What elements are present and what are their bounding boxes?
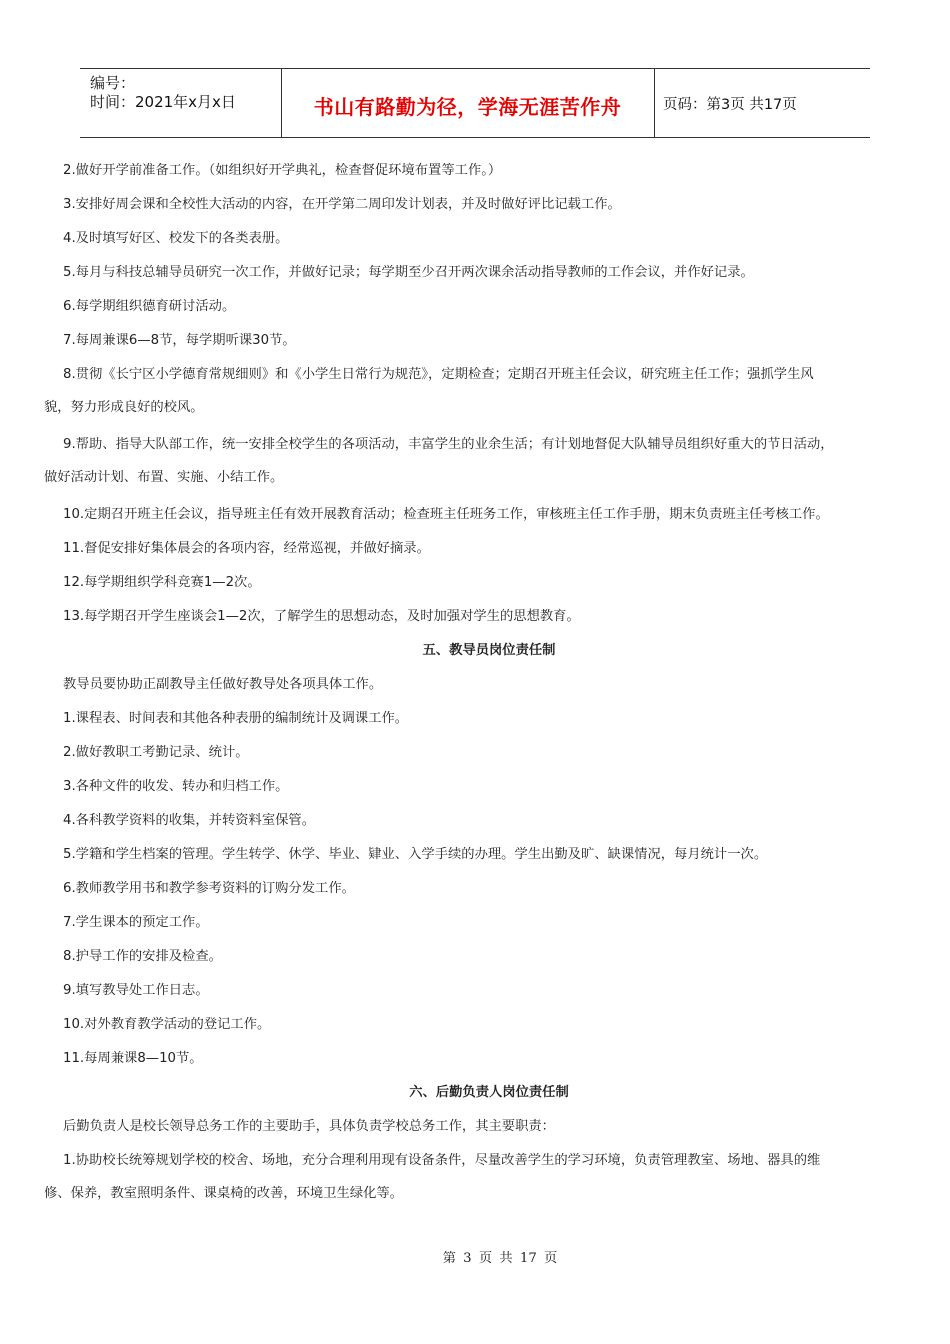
paragraph: 3.安排好周会课和全校性大活动的内容，在开学第二周印发计划表，并及时做好评比记载工作。 — [63, 197, 621, 212]
document-body — [44, 158, 894, 1218]
paragraph-continuation: 貌，努力形成良好的校风。 — [44, 400, 204, 415]
paragraph: 10.定期召开班主任会议，指导班主任有效开展教育活动；检查班主任班务工作，审核班主任工作手册，期末负责班主任考核工作。 — [63, 507, 829, 522]
paragraph: 2.做好开学前准备工作。（如组织好开学典礼，检查督促环境布置等工作。） — [63, 163, 502, 178]
section-title: 六、后勤负责人岗位责任制 — [409, 1085, 569, 1100]
page-info: 页码：第3页 共17页 — [663, 97, 797, 113]
page-footer: 第 3 页 共 17 页 — [442, 1251, 558, 1266]
paragraph: 5.每月与科技总辅导员研究一次工作，并做好记录；每学期至少召开两次课余活动指导教师的工作会议，并作好记录。 — [63, 265, 754, 280]
header-meta-cell — [80, 69, 282, 137]
section-title: 五、教导员岗位责任制 — [422, 643, 556, 658]
number-label: 编号： — [90, 74, 136, 92]
header-page-cell — [655, 69, 870, 137]
list-item: 5.学籍和学生档案的管理。学生转学、休学、毕业、肄业、入学手续的办理。学生出勤及旷、缺课情况，每月统计一次。 — [63, 847, 768, 862]
list-item: 10.对外教育教学活动的登记工作。 — [63, 1017, 271, 1032]
list-item: 1.课程表、时间表和其他各种表册的编制统计及调课工作。 — [63, 711, 409, 726]
paragraph: 4.及时填写好区、校发下的各类表册。 — [63, 231, 289, 246]
section-intro: 教导员要协助正副教导主任做好教导处各项具体工作。 — [63, 677, 383, 692]
header-motto-cell — [281, 69, 655, 137]
list-item: 9.填写教导处工作日志。 — [63, 983, 209, 998]
paragraph-continuation: 做好活动计划、布置、实施、小结工作。 — [44, 470, 284, 485]
paragraph-continuation: 修、保养，教室照明条件、课桌椅的改善，环境卫生绿化等。 — [44, 1186, 404, 1201]
paragraph: 9.帮助、指导大队部工作，统一安排全校学生的各项活动，丰富学生的业余生活；有计划地督促大队辅导员组织好重大的节日活动， — [63, 437, 834, 452]
paragraph: 11.督促安排好集体晨会的各项内容，经常巡视，并做好摘录。 — [63, 541, 430, 556]
document-header — [80, 68, 870, 138]
paragraph: 7.每周兼课6—8节，每学期听课30节。 — [63, 333, 296, 348]
time-label: 时间：2021年x月x日 — [90, 93, 236, 111]
list-item: 6.教师教学用书和教学参考资料的订购分发工作。 — [63, 881, 355, 896]
list-item: 7.学生课本的预定工作。 — [63, 915, 209, 930]
section-intro: 后勤负责人是校长领导总务工作的主要助手，具体负责学校总务工作，其主要职责： — [63, 1119, 555, 1134]
list-item: 3.各种文件的收发、转办和归档工作。 — [63, 779, 289, 794]
list-item: 1.协助校长统筹规划学校的校舍、场地，充分合理利用现有设备条件，尽量改善学生的学习环境，负责管理教室、场地、器具的维 — [63, 1153, 821, 1168]
paragraph: 13.每学期召开学生座谈会1—2次，了解学生的思想动态，及时加强对学生的思想教育。 — [63, 609, 580, 624]
list-item: 11.每周兼课8—10节。 — [63, 1051, 203, 1066]
list-item: 2.做好教职工考勤记录、统计。 — [63, 745, 249, 760]
paragraph: 8.贯彻《长宁区小学德育常规细则》和《小学生日常行为规范》，定期检查；定期召开班主任会议，研究班主任工作；强抓学生风 — [63, 367, 814, 382]
motto-text: 书山有路勤为径，学海无涯苦作舟 — [313, 95, 622, 119]
list-item: 8.护导工作的安排及检查。 — [63, 949, 222, 964]
paragraph: 6.每学期组织德育研讨活动。 — [63, 299, 236, 314]
list-item: 4.各科教学资料的收集，并转资料室保管。 — [63, 813, 316, 828]
paragraph: 12.每学期组织学科竞赛1—2次。 — [63, 575, 261, 590]
